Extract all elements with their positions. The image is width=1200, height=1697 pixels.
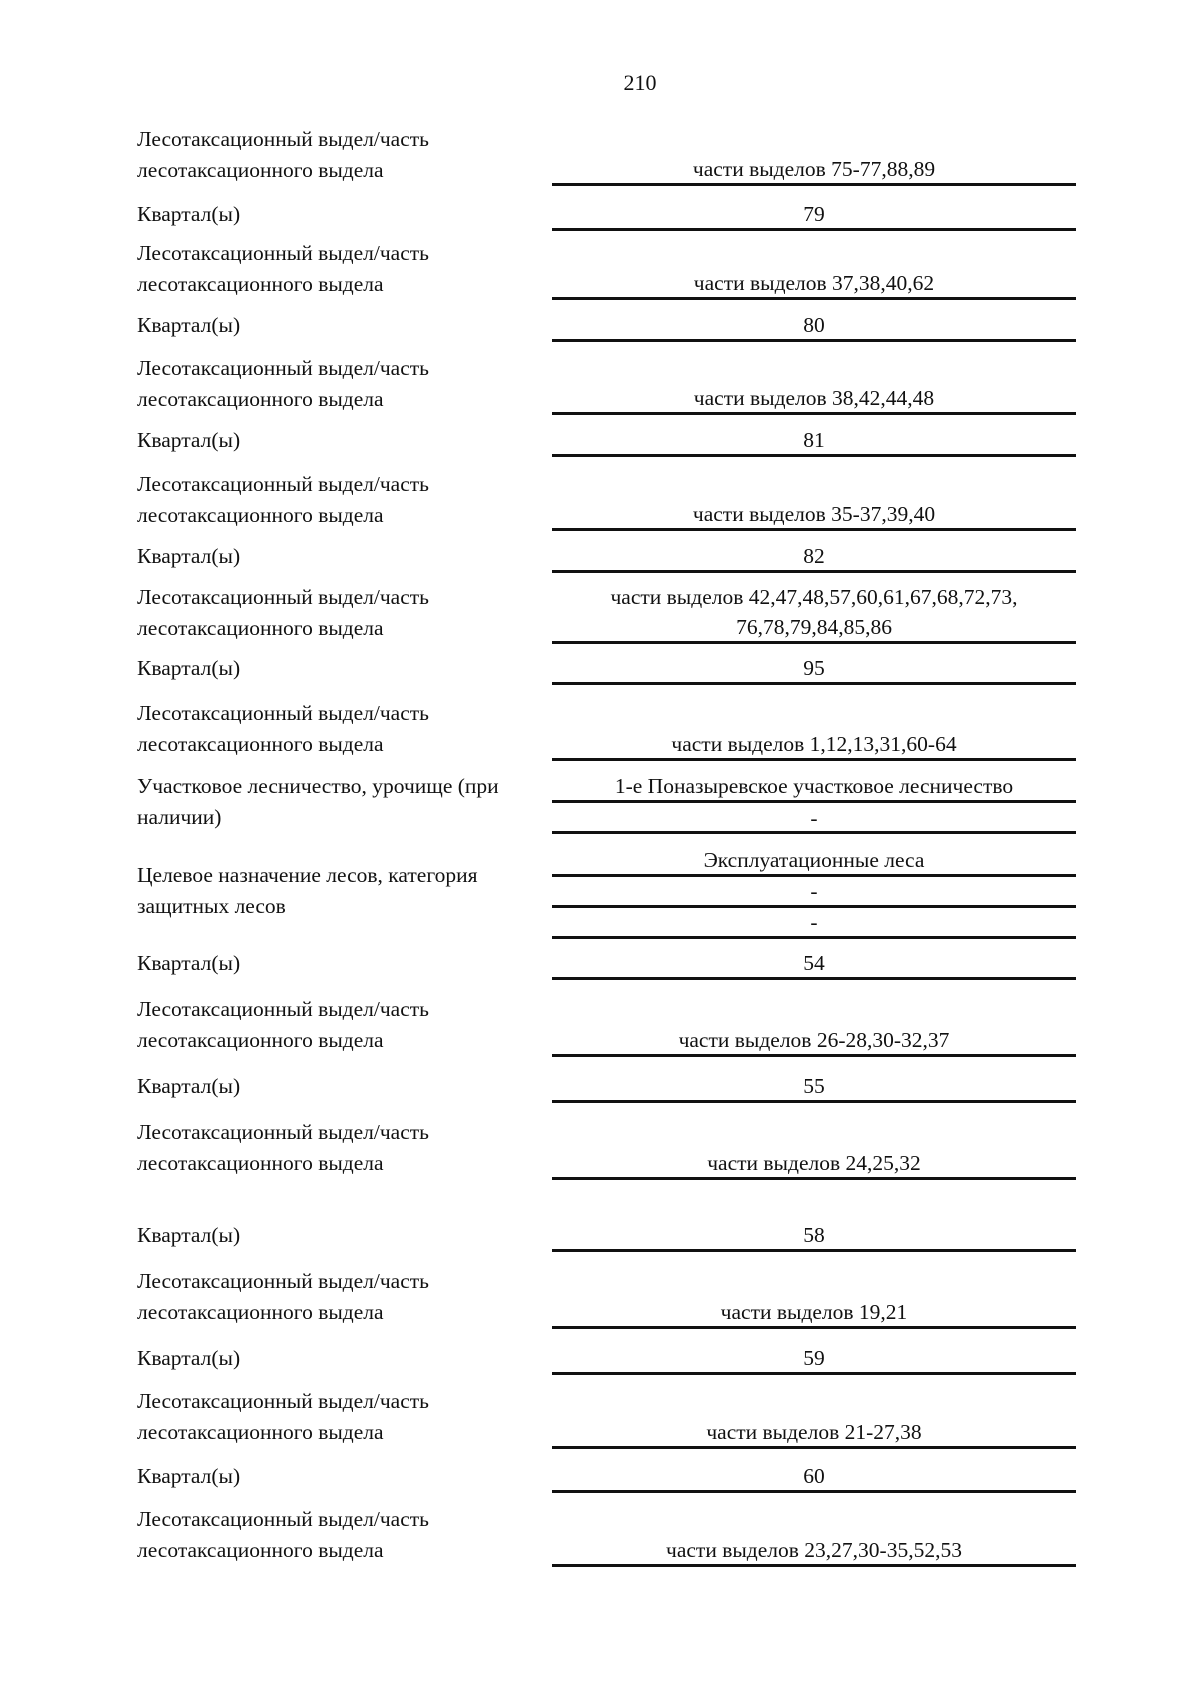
underline xyxy=(552,339,1076,342)
underline xyxy=(552,1564,1076,1567)
field-label: Квартал(ы) xyxy=(137,951,241,975)
field-value: части выделов 1,12,13,31,60-64 xyxy=(671,732,957,756)
field-label: Участковое лесничество, урочище (при наличии) xyxy=(137,774,499,829)
field-label: Квартал(ы) xyxy=(137,428,241,452)
underline xyxy=(552,641,1076,644)
field-value: - xyxy=(810,910,818,934)
field-value: части выделов 24,25,32 xyxy=(707,1151,921,1175)
field-label: Квартал(ы) xyxy=(137,1223,241,1247)
field-label: Лесотаксационный выдел/часть лесотаксационного выдела xyxy=(137,701,429,756)
field-label: Лесотаксационный выдел/часть лесотаксационного выдела xyxy=(137,997,429,1052)
field-value: 80 xyxy=(803,313,825,337)
underline xyxy=(552,183,1076,186)
underline xyxy=(552,831,1076,834)
field-value: части выделов 42,47,48,57,60,61,67,68,72,73, 76,78,79,84,85,86 xyxy=(610,585,1018,639)
field-value: 95 xyxy=(803,656,825,680)
underline xyxy=(552,1446,1076,1449)
field-value: 1-е Поназыревское участковое лесничество xyxy=(614,774,1014,798)
field-value: части выделов 23,27,30-35,52,53 xyxy=(666,1538,962,1562)
field-label: Лесотаксационный выдел/часть лесотаксационного выдела xyxy=(137,1269,429,1324)
field-value: 55 xyxy=(803,1074,825,1098)
field-label: Лесотаксационный выдел/часть лесотаксационного выдела xyxy=(137,127,429,182)
underline xyxy=(552,228,1076,231)
underline xyxy=(552,1177,1076,1180)
underline xyxy=(552,1249,1076,1252)
underline xyxy=(552,297,1076,300)
field-label: Квартал(ы) xyxy=(137,544,241,568)
field-value: - xyxy=(810,879,818,903)
field-label: Лесотаксационный выдел/часть лесотаксационного выдела xyxy=(137,585,429,640)
underline xyxy=(552,454,1076,457)
field-value: 81 xyxy=(803,428,825,452)
field-label: Квартал(ы) xyxy=(137,1464,241,1488)
field-value: 79 xyxy=(803,202,825,226)
field-label: Лесотаксационный выдел/часть лесотаксационного выдела xyxy=(137,1120,429,1175)
field-label: Квартал(ы) xyxy=(137,1346,241,1370)
field-label: Лесотаксационный выдел/часть лесотаксационного выдела xyxy=(137,241,429,296)
underline xyxy=(552,570,1076,573)
underline xyxy=(552,758,1076,761)
field-label: Лесотаксационный выдел/часть лесотаксационного выдела xyxy=(137,1507,429,1562)
field-label: Целевое назначение лесов, категория защитных лесов xyxy=(137,863,478,918)
underline xyxy=(552,977,1076,980)
field-value: Эксплуатационные леса xyxy=(703,848,925,872)
field-value: 54 xyxy=(803,951,825,975)
field-value: 82 xyxy=(803,544,825,568)
underline xyxy=(552,1326,1076,1329)
field-label: Квартал(ы) xyxy=(137,313,241,337)
field-label: Квартал(ы) xyxy=(137,656,241,680)
underline xyxy=(552,528,1076,531)
field-value: части выделов 26-28,30-32,37 xyxy=(678,1028,950,1052)
field-value: части выделов 19,21 xyxy=(720,1300,908,1324)
field-value: - xyxy=(810,806,818,830)
field-value: части выделов 35-37,39,40 xyxy=(692,502,936,526)
field-value: 58 xyxy=(803,1223,825,1247)
field-label: Квартал(ы) xyxy=(137,1074,241,1098)
field-value: части выделов 37,38,40,62 xyxy=(693,271,935,295)
field-value: части выделов 38,42,44,48 xyxy=(693,386,935,410)
field-label: Лесотаксационный выдел/часть лесотаксационного выдела xyxy=(137,472,429,527)
page-number: 210 xyxy=(623,70,657,95)
underline xyxy=(552,1054,1076,1057)
underline xyxy=(552,1100,1076,1103)
field-value: 60 xyxy=(803,1464,825,1488)
field-value: части выделов 75-77,88,89 xyxy=(692,157,936,181)
field-label: Квартал(ы) xyxy=(137,202,241,226)
field-value: части выделов 21-27,38 xyxy=(706,1420,922,1444)
underline xyxy=(552,412,1076,415)
field-label: Лесотаксационный выдел/часть лесотаксационного выдела xyxy=(137,1389,429,1444)
field-value: 59 xyxy=(803,1346,825,1370)
field-label: Лесотаксационный выдел/часть лесотаксационного выдела xyxy=(137,356,429,411)
underline xyxy=(552,936,1076,939)
underline xyxy=(552,1372,1076,1375)
underline xyxy=(552,1490,1076,1493)
underline xyxy=(552,682,1076,685)
